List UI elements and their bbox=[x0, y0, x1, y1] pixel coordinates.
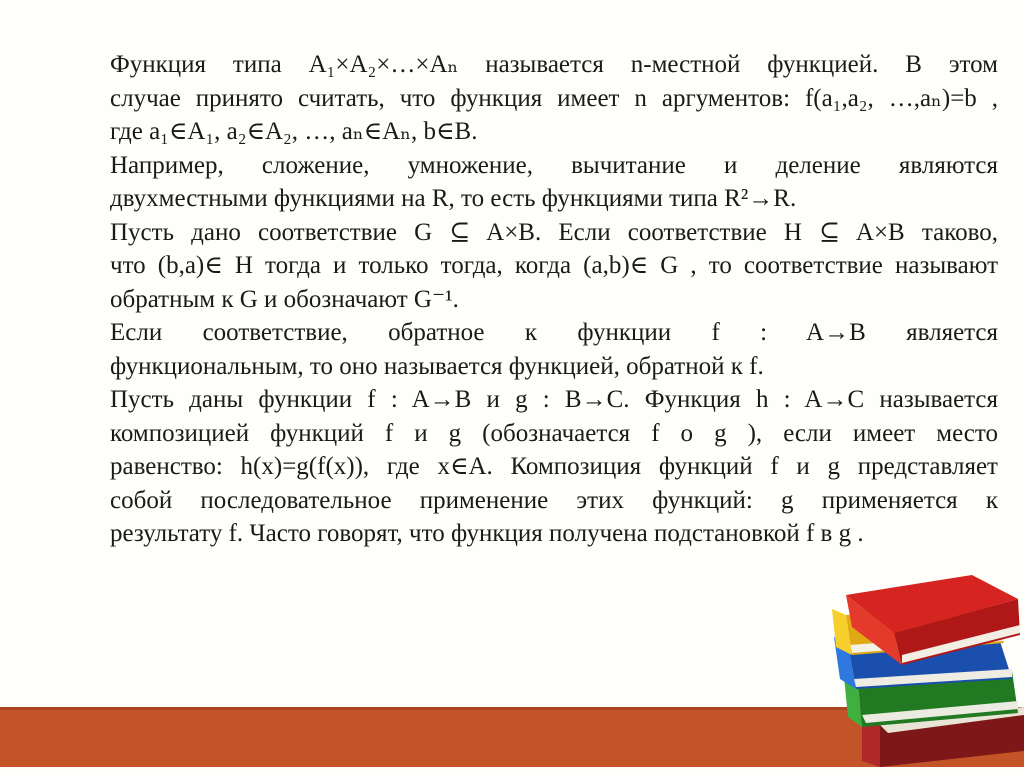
text-line: Функция типа A₁×A₂×…×Aₙ называется n-местной функцией. В этом bbox=[110, 51, 998, 78]
text-line: обратным к G и обозначают G⁻¹. bbox=[110, 285, 459, 313]
text-line: Пусть даны функции f : A→B и g : B→C. Функция h : A→C называется bbox=[110, 386, 998, 413]
slide-text bbox=[88, 48, 998, 551]
text-line: результату f. Часто говорят, что функция получена подстановкой f в g . bbox=[110, 520, 864, 547]
paragraph-5 bbox=[88, 383, 998, 551]
paragraph-1 bbox=[88, 48, 998, 149]
text-line: собой последовательное применение этих функций: g применяется к bbox=[110, 486, 998, 514]
stack-of-books-icon bbox=[822, 575, 1024, 767]
paragraph-2 bbox=[88, 149, 998, 216]
paragraph-4 bbox=[88, 316, 998, 383]
text-line: случае принято считать, что функция имеет n аргументов: f(a₁,a₂, …,aₙ)=b , bbox=[110, 84, 998, 112]
text-line: где a₁∈A₁, a₂∈A₂, …, aₙ∈Aₙ, b∈B. bbox=[110, 118, 478, 145]
text-line: композицией функций f и g (обозначается f o g ), если имеет место bbox=[110, 419, 998, 447]
text-line: двухместными функциями на R, то есть функциями типа R²→R. bbox=[110, 185, 797, 212]
text-line: Например, сложение, умножение, вычитание и деление являются bbox=[110, 151, 998, 179]
text-line: что (b,a)∈ H тогда и только тогда, когда (a,b)∈ G , то соответствие называют bbox=[110, 252, 998, 279]
text-line: Если соответствие, обратное к функции f : A→B является bbox=[110, 319, 998, 346]
text-line: функциональным, то оно называется функцией, обратной к f. bbox=[110, 352, 764, 380]
text-line: равенство: h(x)=g(f(x)), где x∈A. Композиция функций f и g представляет bbox=[110, 453, 998, 480]
paragraph-3 bbox=[88, 216, 998, 317]
text-line: Пусть дано соответствие G ⊆ A×B. Если соответствие H ⊆ A×B таково, bbox=[110, 218, 998, 246]
